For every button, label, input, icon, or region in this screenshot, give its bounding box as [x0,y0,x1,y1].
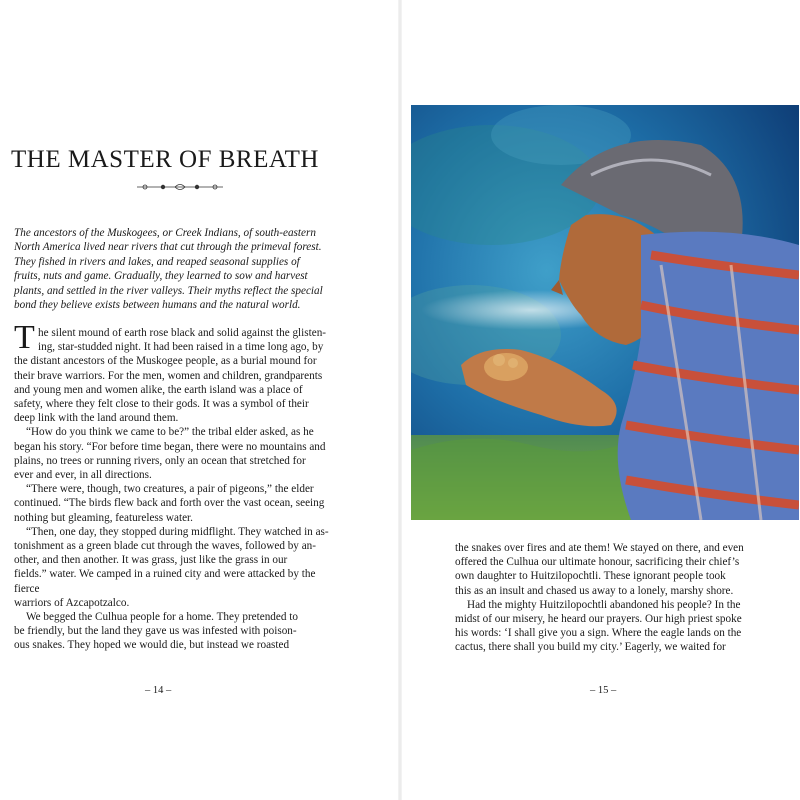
drop-cap: T [14,319,35,356]
body-line: We begged the Culhua people for a home. They pretended to [26,611,298,624]
left-body-text [14,326,329,653]
body-line: Had the mighty Huitzilopochtli abandoned his people? In the [467,598,741,611]
right-body-text [455,541,795,655]
body-line: offered the Culhua our ultimate honour, sacrificing their chief’s [455,556,740,569]
body-line: began his story. “For before time began, there were no mountains and [14,440,326,453]
intro-line: They fished in rivers and lakes, and reaped seasonal supplies of [14,255,300,268]
body-line: own daughter to Huitzilopochtli. These ignorant people took [455,570,726,583]
body-line: the snakes over fires and ate them! We stayed on there, and even [455,542,744,554]
body-line: ever and ever, in all directions. [14,469,152,482]
chapter-title-wrap [0,146,330,174]
body-line: their brave warriors. For the men, women and children, grandparents [14,369,323,382]
intro-paragraph [14,226,323,312]
body-line: his words: ‘I shall give you a sign. Where the eagle lands on the [455,627,742,640]
body-line: deep link with the land around them. [14,412,179,425]
intro-line: The ancestors of the Muskogees, or Creek Indians, of south-eastern [14,227,316,239]
page-number: – 14 – [145,685,172,696]
intro-line: bond they believe exists between humans and the natural world. [14,299,301,312]
page-number: – 15 – [590,685,617,696]
body-line: warriors of Azcapotzalco. [14,596,130,609]
body-line: and young men and women alike, the earth island was a place of [14,383,303,396]
elder-illustration [411,105,799,520]
body-line: ing, star-studded night. It had been raised in a time long ago, by [38,341,324,354]
body-line: the distant ancestors of the Muskogee people, as a burial mound for [14,355,317,368]
body-line: this as an insult and chased us away to a lonely, marshy shore. [455,584,734,597]
book-gutter [398,0,402,800]
body-line: nothing but gleaming, featureless water. [14,511,193,524]
body-line: “Then, one day, they stopped during midflight. They watched in as- [26,525,329,538]
body-line: fields.” water. We camped in a ruined city and were attacked by the [14,568,316,581]
intro-line: fruits, nuts and game. Gradually, they learned to sow and harvest [14,270,308,283]
body-line: midst of our misery, he heard our prayers. Our high priest spoke [455,613,742,626]
body-line: plains, no trees or running rivers, only an ocean that stretched for [14,454,306,467]
body-line: ous snakes. They hoped we would die, but instead we roasted [14,639,290,652]
body-line: cactus, there shall you build my city.’ Eagerly, we waited for [455,641,726,654]
body-line: fierce [14,582,40,595]
ornament-divider-icon [135,180,225,194]
body-line: tonishment as a green blade cut through the waves, followed by an- [14,540,316,553]
body-line: safety, where they felt close to their gods. It was a symbol of their [14,398,309,411]
body-line: “There were, though, two creatures, a pair of pigeons,” the elder [26,483,314,496]
body-line: he silent mound of earth rose black and solid against the glisten- [38,327,327,339]
intro-line: plants, and settled in the river valleys. Their myths reflect the special [14,284,323,297]
body-line: other, and then another. It was grass, just like the grass in our [14,554,288,567]
intro-line: North America lived near rivers that cut through the primeval forest. [14,241,322,254]
body-line: “How do you think we came to be?” the tribal elder asked, as he [26,426,314,439]
body-line: continued. “The birds flew back and forth over the vast ocean, seeing [14,497,325,510]
chapter-title: THE MASTER OF BREATH [11,146,319,173]
body-line: be friendly, but the land they gave us was infested with poison- [14,625,297,638]
